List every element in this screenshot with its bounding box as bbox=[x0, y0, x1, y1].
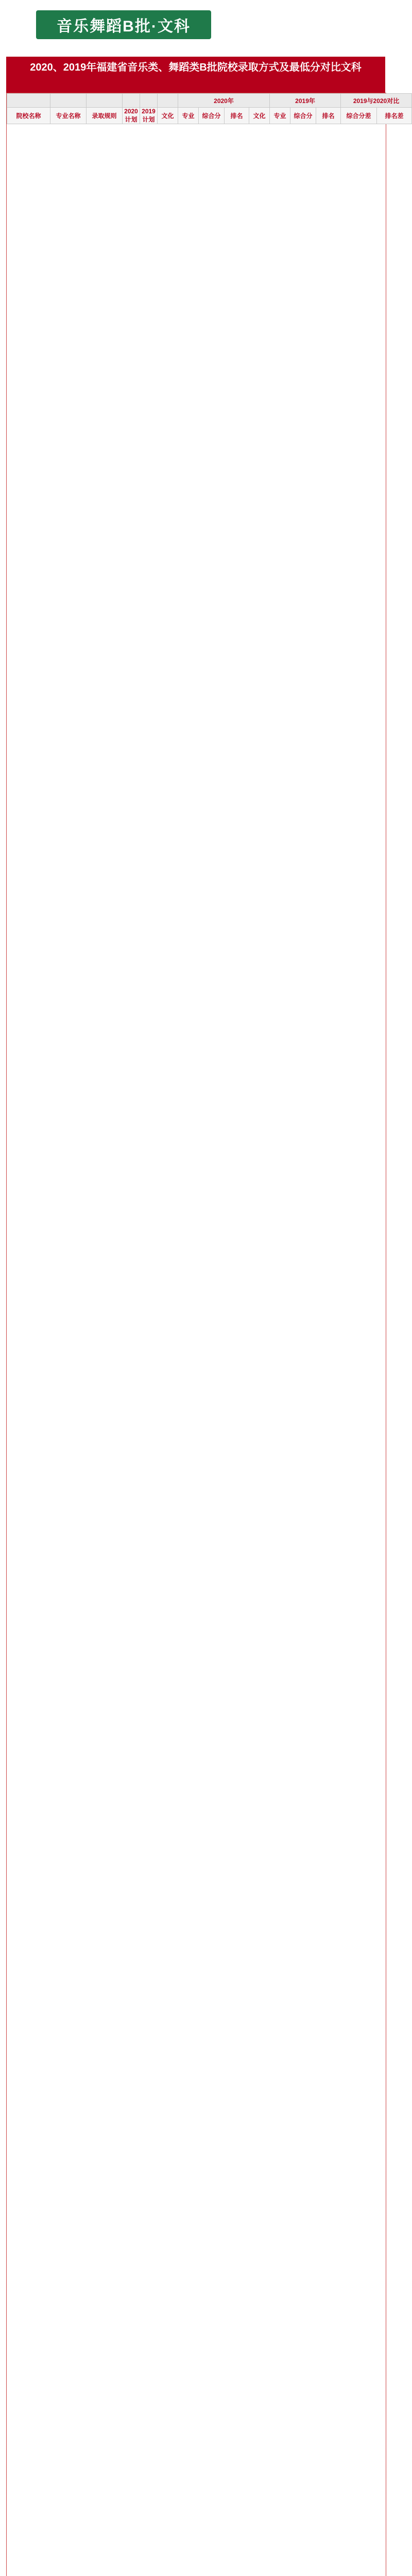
group-header bbox=[140, 94, 158, 108]
banner bbox=[0, 0, 391, 49]
group-header bbox=[158, 94, 178, 108]
column-header: 文化 bbox=[158, 108, 178, 124]
table-group-header-row bbox=[7, 94, 412, 108]
column-header: 排名差 bbox=[377, 108, 412, 124]
group-header bbox=[87, 94, 123, 108]
column-header: 专业名称 bbox=[50, 108, 87, 124]
group-header bbox=[7, 94, 50, 108]
group-header-compare: 2019与2020对比 bbox=[341, 94, 412, 108]
column-header: 录取规则 bbox=[87, 108, 123, 124]
column-header: 综合分 bbox=[290, 108, 316, 124]
column-header: 综合分 bbox=[199, 108, 225, 124]
admissions-table-wrapper bbox=[6, 93, 404, 2576]
column-header: 综合分差 bbox=[341, 108, 377, 124]
table-header-row bbox=[7, 108, 412, 124]
column-header: 排名 bbox=[316, 108, 341, 124]
group-header bbox=[50, 94, 87, 108]
document-title: 2020、2019年福建省音乐类、舞蹈类B批院校录取方式及最低分对比文科 bbox=[6, 57, 385, 93]
group-header bbox=[123, 94, 140, 108]
group-header-2020: 2020年 bbox=[178, 94, 270, 108]
column-header: 文化 bbox=[249, 108, 270, 124]
column-header: 专业 bbox=[270, 108, 290, 124]
column-header: 2019计划 bbox=[140, 108, 158, 124]
column-header: 排名 bbox=[225, 108, 249, 124]
banner-title: 音乐舞蹈B批·文科 bbox=[36, 10, 211, 39]
group-header-2019: 2019年 bbox=[270, 94, 341, 108]
column-header: 专业 bbox=[178, 108, 199, 124]
column-header: 2020计划 bbox=[123, 108, 140, 124]
column-header: 院校名称 bbox=[7, 108, 50, 124]
admissions-table bbox=[7, 93, 412, 124]
